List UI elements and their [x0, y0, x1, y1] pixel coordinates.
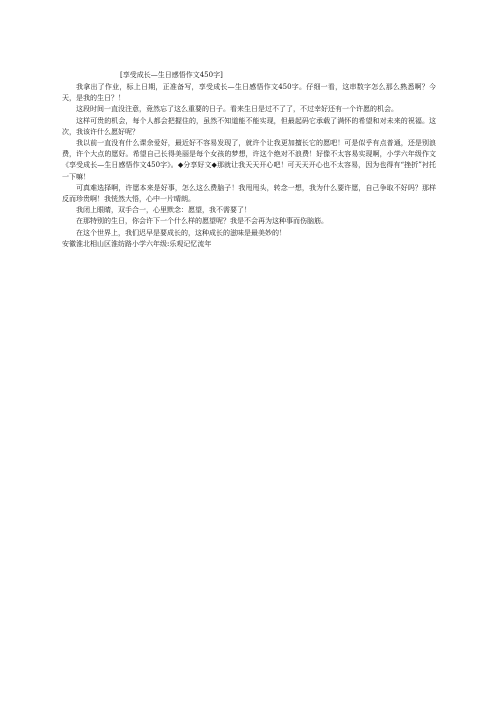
- document-page: [62, 70, 436, 250]
- author-footer: 安徽淮北相山区淮纺路小学六年级:乐观记忆流年: [62, 239, 212, 248]
- document-title: [享受成长—生日感悟作文450字]: [120, 71, 223, 79]
- paragraph-5: 可真难选择啊，许愿本来是好事，怎么这么费脑子！我甩甩头，转念一想，我为什么要许愿，自己争取不好吗？那样反而珍贵啊！我恍然大悟，心中一片晴朗。: [62, 183, 436, 204]
- paragraph-1: 我拿出了作业，标上日期，正准备写，享受成长—生日感悟作文450字。仔细一看，这串数字怎么那么熟悉啊？今天，是我的生日？！: [62, 83, 436, 103]
- paragraph-2: 这段时间一直没注意，竟然忘了这么重要的日子。看来生日是过不了了，不过幸好还有一个许愿的机会。: [76, 105, 398, 114]
- paragraph-6: 我闭上眼睛，双手合一，心里默念：愿望，我不需要了！: [76, 206, 251, 215]
- paragraph-3: 这样可贵的机会，每个人都会把握住的，虽然不知道能不能实现，但最起码它承载了满怀的希望和对未来的祝福。这次，我该许什么愿好呢？: [62, 116, 436, 136]
- paragraph-4: 我以前一直没有什么课余爱好，最近好不容易发现了，就许个让我更加擅长它的愿吧！可是似乎有点普通，还是别浪费，许个大点的愿好。希望自己长得美丽是每个女孩的梦想，许这个绝对不浪费！好像不太容易实现啊，小学六年级作文《享受成长—生日感悟作文450字》。◆分享好文◆那就让我天天开心吧！可天天开心也不太容易，因为也得有“挫折”衬托一下嘛！: [62, 139, 436, 181]
- paragraph-7: 在那特别的生日，你会许下一个什么样的愿望呢？我是不会再为这种事而伤脑筋。: [76, 217, 328, 226]
- paragraph-8: 在这个世界上，我们迟早是要成长的，这种成长的滋味是最美妙的！: [76, 228, 286, 237]
